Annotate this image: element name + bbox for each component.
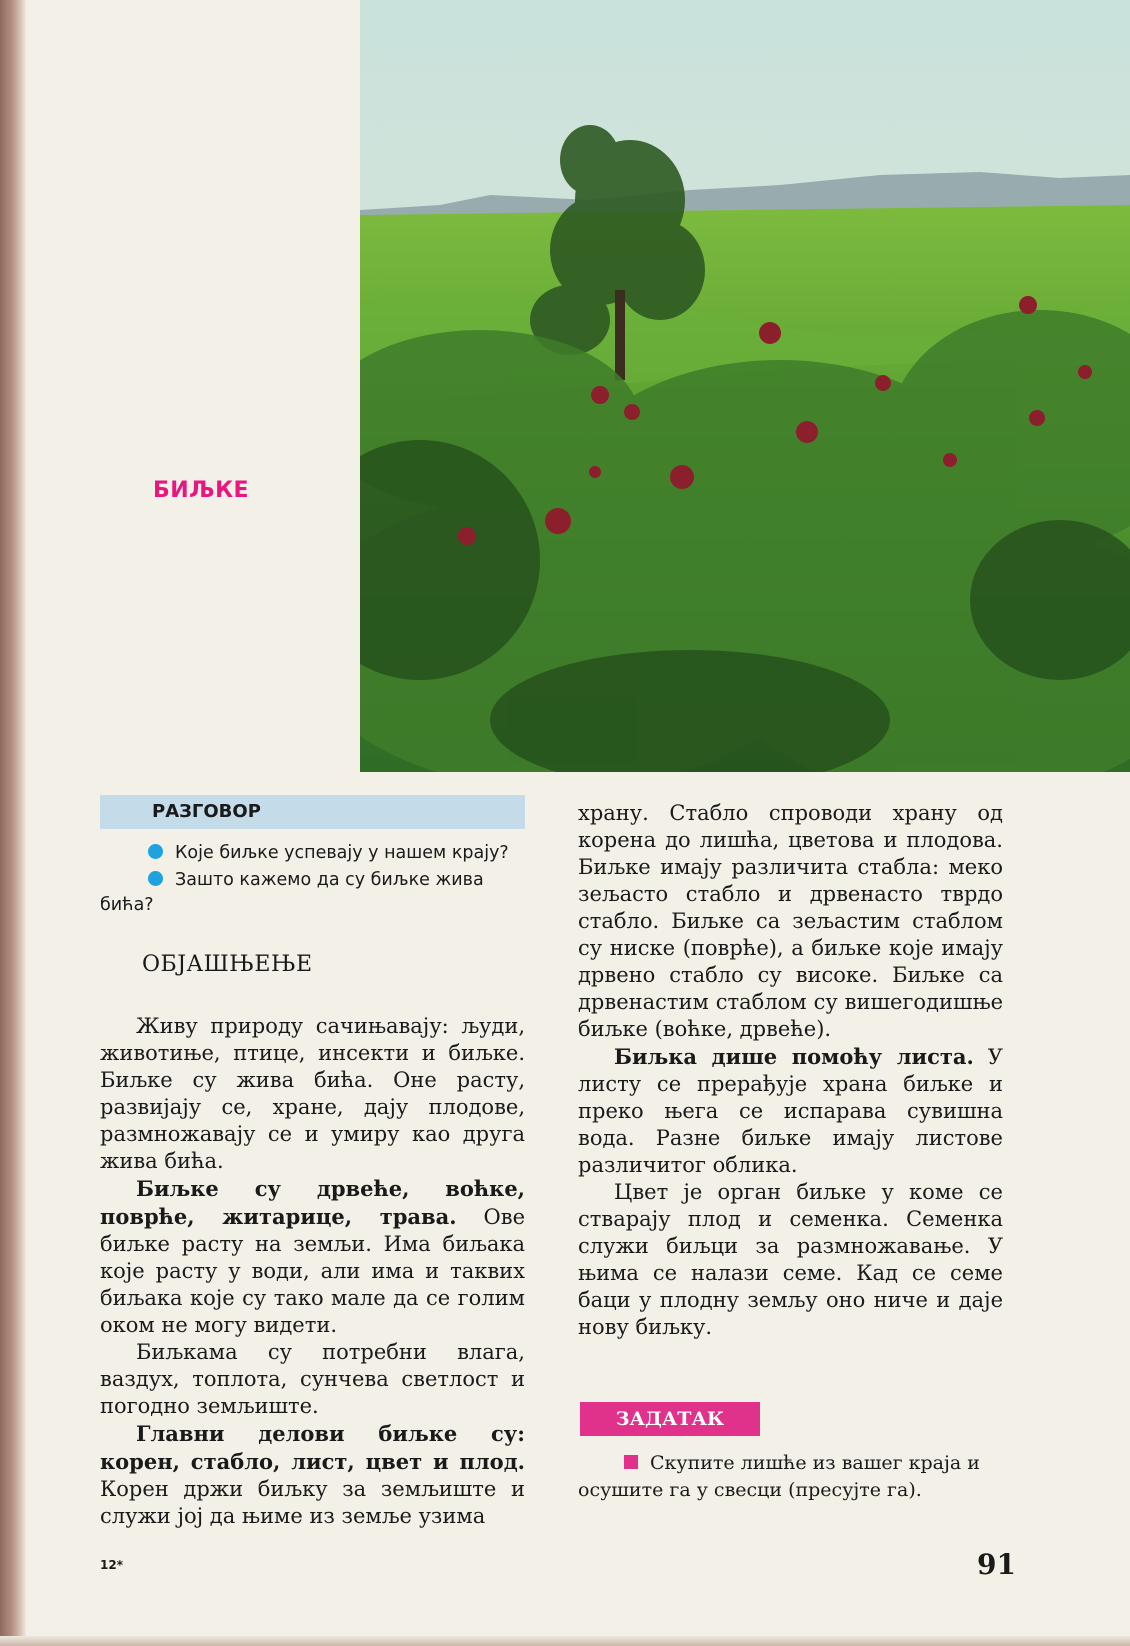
page-binding-edge xyxy=(0,0,26,1646)
bullet-square-icon xyxy=(624,1455,638,1469)
paragraph-text: Ове биљке расту на земљи. Има биљака које расту у води, али има и таквих биљака које су тако мале да се голим оком не могу видети. xyxy=(100,1205,525,1337)
page-bottom-edge xyxy=(0,1636,1130,1646)
paragraph xyxy=(100,1175,525,1339)
question-text: Које биљке успевају у нашем крају? xyxy=(175,843,509,863)
question-text: Зашто кажемо да су биљке жива бића? xyxy=(100,870,484,915)
signature-mark: 12* xyxy=(100,1558,123,1572)
right-column xyxy=(578,800,1003,1341)
task-text: Скупите лишће из вашег краја и осушите га у свесци (пресујте га). xyxy=(578,1452,980,1501)
paragraph-text: У листу се прерађује храна биљке и преко њега се испарава сувишна вода. Разне биљке имају листове различитог облика. xyxy=(578,1045,1003,1177)
paragraph: Живу природу сачињавају: људи, животиње, птице, инсекти и биљке. Биљке су жива бића. Оне расту, развијају се, хране, дају плодове, размножавају се и умиру као друга жива бића. xyxy=(100,1014,525,1173)
bold-phrase: Биљка дише помоћу листа. xyxy=(614,1044,974,1069)
right-body-text xyxy=(578,800,1003,1341)
paragraph: Цвет је орган биљке у коме се стварају плод и семенка. Семенка служи биљци за размножавање. У њима се налази семе. Кад се семе баци у плодну земљу оно ниче и даје нову биљку. xyxy=(578,1180,1003,1339)
question-item xyxy=(100,868,525,918)
task-item xyxy=(578,1450,1003,1504)
bullet-dot-icon xyxy=(148,844,163,859)
task-label: ЗАДАТАК xyxy=(580,1402,760,1436)
question-list xyxy=(100,841,525,918)
explanation-heading: ОБЈАШЊЕЊЕ xyxy=(142,952,313,977)
paragraph-text: Корен држи биљку за земљиште и служи јој да њиме из земље узима xyxy=(100,1477,525,1528)
left-column xyxy=(100,795,525,1530)
conversation-band xyxy=(100,795,525,829)
bold-phrase: Главни делови биљке су: корен, стабло, лист, цвет и плод. xyxy=(100,1421,525,1474)
meadow-photo xyxy=(360,0,1130,772)
conversation-label: РАЗГОВОР xyxy=(152,801,261,822)
bullet-dot-icon xyxy=(148,871,163,886)
left-body-text xyxy=(100,1013,525,1530)
bold-phrase: Биљке су дрвеће, воћке, поврће, житарице, трава. xyxy=(100,1176,525,1229)
paragraph: Биљкама су потребни влага, ваздух, топлота, сунчева светлост и погодно земљиште. xyxy=(100,1340,525,1418)
paragraph: храну. Стабло спроводи храну од корена до лишћа, цветова и плодова. Биљке имају различита стабла: меко зељасто стабло и дрвенасто тврдо стабло. Биљке са зељастим стаблом су ниске (поврће), а биљке које имају дрвено стабло су високе. Биљке са дрвенастим стаблом су вишегодишње биљке (воћке, дрвеће). xyxy=(578,801,1003,1041)
section-title: БИЉКЕ xyxy=(153,478,250,503)
meadow-with-peonies-photo-icon xyxy=(360,0,1130,772)
question-item xyxy=(100,841,525,866)
page-number: 91 xyxy=(977,1548,1016,1581)
paragraph xyxy=(100,1420,525,1530)
paragraph xyxy=(578,1043,1003,1179)
